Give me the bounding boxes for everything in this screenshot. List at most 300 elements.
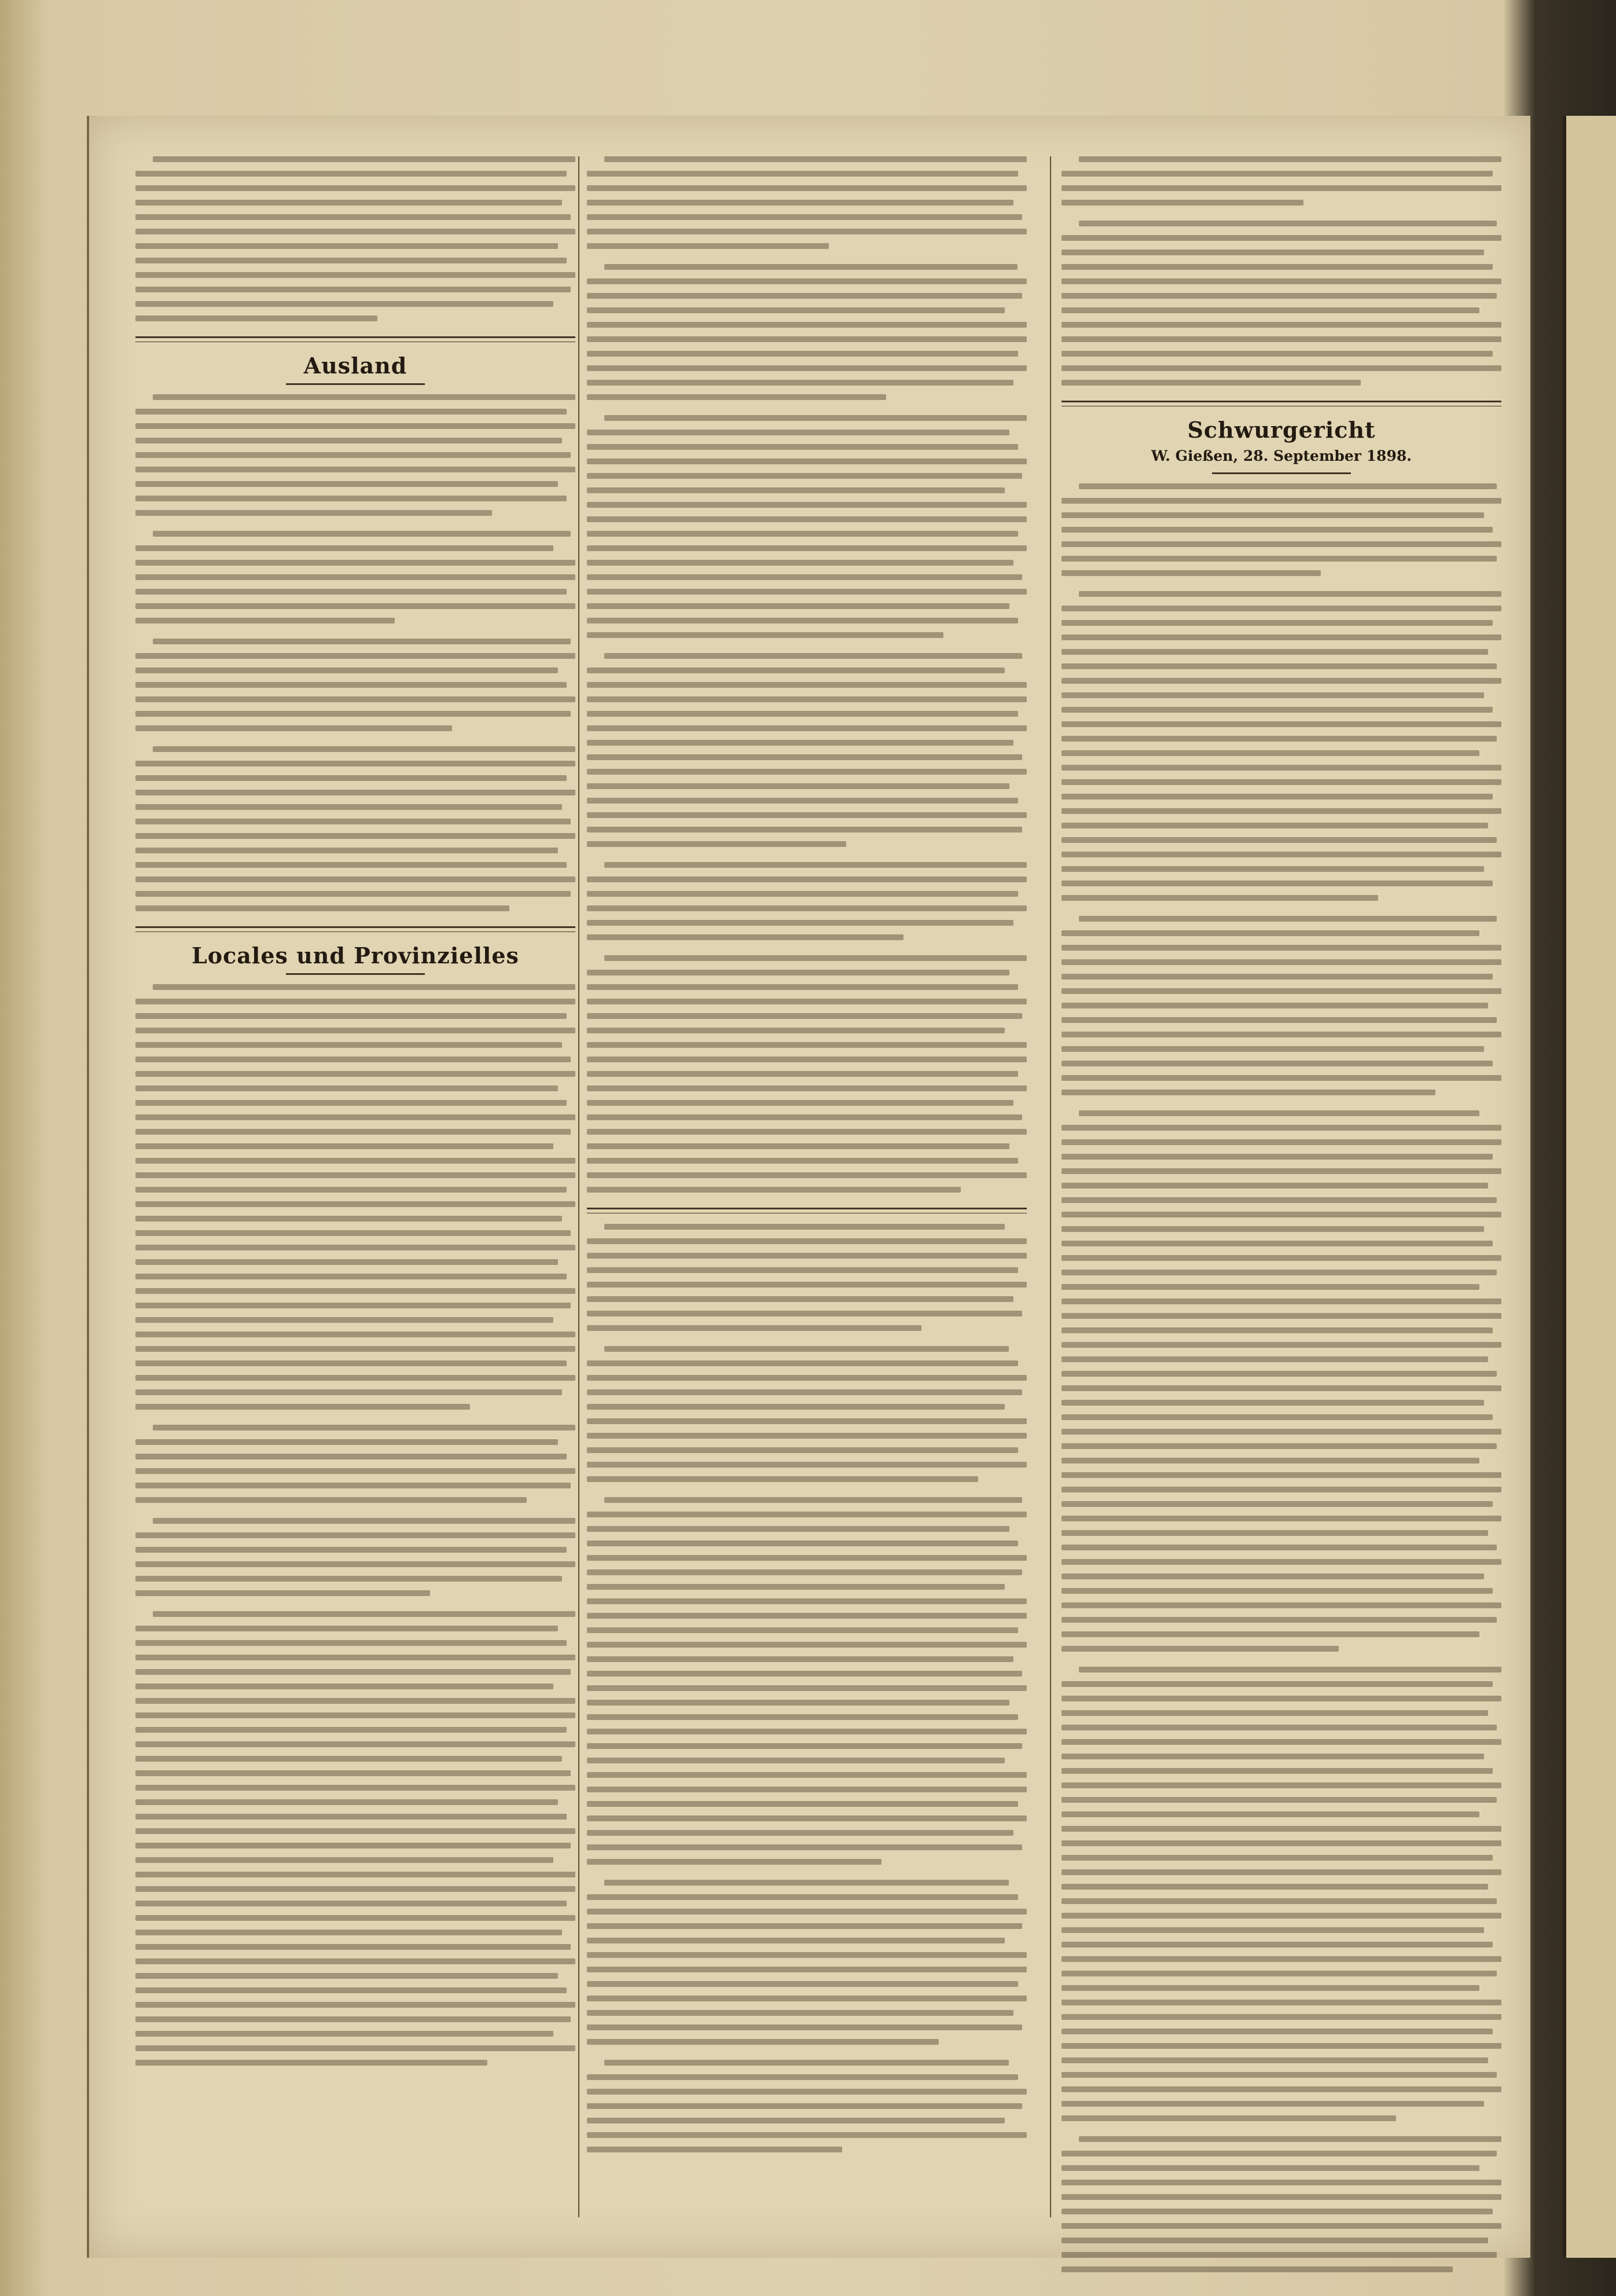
text-line-placeholder bbox=[1062, 881, 1493, 886]
article-paragraph bbox=[587, 156, 1027, 249]
text-line-placeholder bbox=[135, 1698, 575, 1704]
text-line-placeholder bbox=[1079, 916, 1497, 922]
text-line-placeholder bbox=[1062, 736, 1497, 742]
text-line-placeholder bbox=[1062, 852, 1501, 857]
text-line-placeholder bbox=[1062, 1168, 1501, 1174]
text-line-placeholder bbox=[587, 1526, 1009, 1532]
text-line-placeholder bbox=[1062, 200, 1303, 206]
text-line-placeholder bbox=[587, 798, 1018, 804]
text-line-placeholder bbox=[1062, 721, 1501, 727]
text-line-placeholder bbox=[604, 1880, 1009, 1886]
text-column-right bbox=[1062, 156, 1501, 2287]
text-line-placeholder bbox=[587, 1172, 1027, 1178]
text-line-placeholder bbox=[135, 1497, 527, 1503]
text-line-placeholder bbox=[135, 862, 567, 868]
text-line-placeholder bbox=[1062, 1782, 1501, 1788]
text-line-placeholder bbox=[1062, 1003, 1488, 1008]
text-line-placeholder bbox=[135, 1576, 562, 1582]
text-line-placeholder bbox=[1062, 1183, 1488, 1189]
text-line-placeholder bbox=[587, 2010, 1013, 2016]
text-line-placeholder bbox=[1062, 1284, 1479, 1290]
text-line-placeholder bbox=[1062, 1617, 1497, 1623]
article-paragraph bbox=[135, 746, 575, 911]
text-line-placeholder bbox=[1062, 2151, 1497, 2156]
text-line-placeholder bbox=[604, 653, 1022, 659]
text-line-placeholder bbox=[1062, 1710, 1488, 1716]
text-line-placeholder bbox=[1062, 1342, 1501, 1348]
text-line-placeholder bbox=[153, 531, 571, 537]
text-line-placeholder bbox=[587, 725, 1027, 731]
text-line-placeholder bbox=[1062, 264, 1493, 270]
text-line-placeholder bbox=[1062, 2057, 1488, 2063]
text-line-placeholder bbox=[135, 243, 558, 249]
text-line-placeholder bbox=[135, 1158, 575, 1164]
text-line-placeholder bbox=[587, 1714, 1018, 1720]
article-paragraph bbox=[135, 1518, 575, 1596]
text-line-placeholder bbox=[135, 1288, 575, 1294]
text-line-placeholder bbox=[1079, 156, 1501, 162]
text-line-placeholder bbox=[587, 876, 1027, 882]
text-line-placeholder bbox=[1062, 2086, 1501, 2092]
text-line-placeholder bbox=[135, 452, 571, 458]
text-line-placeholder bbox=[587, 769, 1027, 775]
text-line-placeholder bbox=[153, 746, 575, 752]
text-line-placeholder bbox=[1062, 606, 1501, 611]
text-line-placeholder bbox=[1062, 620, 1493, 626]
text-line-placeholder bbox=[587, 1555, 1027, 1561]
text-line-placeholder bbox=[135, 761, 575, 766]
text-line-placeholder bbox=[135, 1360, 567, 1366]
text-line-placeholder bbox=[135, 1100, 567, 1106]
article-paragraph bbox=[1062, 483, 1501, 576]
text-line-placeholder bbox=[587, 1360, 1018, 1366]
text-line-placeholder bbox=[587, 1404, 1005, 1410]
text-line-placeholder bbox=[1062, 1971, 1497, 1976]
text-line-placeholder bbox=[135, 819, 571, 824]
text-line-placeholder bbox=[587, 487, 1005, 493]
text-line-placeholder bbox=[1062, 1313, 1501, 1319]
text-line-placeholder bbox=[587, 827, 1022, 832]
text-line-placeholder bbox=[587, 841, 846, 847]
text-line-placeholder bbox=[135, 833, 575, 839]
text-line-placeholder bbox=[587, 1143, 1009, 1149]
text-line-placeholder bbox=[587, 1013, 1022, 1019]
text-line-placeholder bbox=[135, 2002, 575, 2008]
text-line-placeholder bbox=[604, 1346, 1009, 1352]
text-line-placeholder bbox=[1062, 1299, 1501, 1304]
text-line-placeholder bbox=[1062, 1472, 1501, 1478]
article-paragraph bbox=[1062, 1110, 1501, 1652]
text-line-placeholder bbox=[587, 560, 1013, 566]
text-line-placeholder bbox=[587, 1389, 1022, 1395]
text-line-placeholder bbox=[604, 955, 1027, 961]
text-line-placeholder bbox=[135, 423, 575, 429]
text-line-placeholder bbox=[135, 1799, 558, 1805]
text-line-placeholder bbox=[153, 156, 575, 162]
text-line-placeholder bbox=[587, 1642, 1027, 1648]
text-line-placeholder bbox=[135, 481, 558, 487]
text-line-placeholder bbox=[1062, 1255, 1501, 1261]
article-paragraph bbox=[587, 2060, 1027, 2152]
text-line-placeholder bbox=[135, 999, 575, 1004]
text-line-placeholder bbox=[1062, 1855, 1493, 1861]
heading-underline bbox=[286, 383, 425, 385]
text-line-placeholder bbox=[587, 1100, 1013, 1106]
text-line-placeholder bbox=[587, 1700, 1009, 1706]
text-line-placeholder bbox=[1062, 1559, 1501, 1565]
text-column-left bbox=[135, 156, 575, 2081]
text-line-placeholder bbox=[587, 473, 1022, 479]
text-line-placeholder bbox=[587, 214, 1022, 220]
text-line-placeholder bbox=[587, 632, 943, 638]
text-line-placeholder bbox=[1062, 2194, 1501, 2200]
text-line-placeholder bbox=[135, 1915, 575, 1921]
text-line-placeholder bbox=[135, 1532, 575, 1538]
text-line-placeholder bbox=[587, 574, 1022, 580]
text-line-placeholder bbox=[135, 1303, 571, 1308]
article-paragraph bbox=[587, 862, 1027, 940]
section-locales bbox=[135, 926, 575, 975]
article-paragraph bbox=[587, 264, 1027, 400]
text-line-placeholder bbox=[587, 984, 1018, 990]
text-line-placeholder bbox=[135, 185, 575, 191]
adjacent-page-edge bbox=[1563, 116, 1616, 2258]
text-line-placeholder bbox=[135, 409, 567, 415]
text-line-placeholder bbox=[1062, 2223, 1501, 2229]
text-line-placeholder bbox=[1062, 1212, 1501, 1217]
text-line-placeholder bbox=[1062, 1197, 1497, 1203]
text-line-placeholder bbox=[1062, 2043, 1501, 2049]
section-heading-locales: Locales und Provinzielles bbox=[192, 942, 519, 969]
text-line-placeholder bbox=[1062, 1840, 1501, 1846]
text-line-placeholder bbox=[587, 1981, 1018, 1987]
text-line-placeholder bbox=[135, 2031, 553, 2037]
text-line-placeholder bbox=[1062, 556, 1497, 562]
text-line-placeholder bbox=[1062, 1226, 1484, 1232]
text-line-placeholder bbox=[135, 200, 562, 206]
text-line-placeholder bbox=[1062, 1739, 1501, 1745]
article-paragraph bbox=[135, 531, 575, 623]
text-line-placeholder bbox=[587, 740, 1013, 746]
text-line-placeholder bbox=[1062, 823, 1488, 828]
text-line-placeholder bbox=[1062, 1797, 1497, 1803]
text-line-placeholder bbox=[587, 1815, 1027, 1821]
text-line-placeholder bbox=[587, 891, 1018, 897]
text-line-placeholder bbox=[1062, 1429, 1501, 1435]
text-line-placeholder bbox=[1062, 1768, 1493, 1774]
text-line-placeholder bbox=[135, 272, 575, 278]
text-line-placeholder bbox=[135, 1028, 575, 1033]
text-line-placeholder bbox=[587, 1909, 1027, 1914]
text-line-placeholder bbox=[135, 711, 571, 717]
text-line-placeholder bbox=[135, 775, 567, 781]
text-line-placeholder bbox=[135, 618, 395, 623]
text-line-placeholder bbox=[135, 301, 553, 307]
text-line-placeholder bbox=[1062, 794, 1493, 799]
text-line-placeholder bbox=[1062, 2014, 1501, 2020]
text-line-placeholder bbox=[1062, 895, 1378, 901]
text-line-placeholder bbox=[587, 1028, 1005, 1033]
text-line-placeholder bbox=[1062, 278, 1501, 284]
section-heading-ausland: Ausland bbox=[303, 353, 407, 379]
text-line-placeholder bbox=[1062, 678, 1501, 684]
text-line-placeholder bbox=[587, 1433, 1027, 1439]
text-line-placeholder bbox=[587, 1758, 1005, 1763]
text-line-placeholder bbox=[587, 1787, 1027, 1792]
text-line-placeholder bbox=[135, 1187, 567, 1193]
text-line-placeholder bbox=[1062, 1516, 1501, 1521]
text-line-placeholder bbox=[587, 1569, 1022, 1575]
text-line-placeholder bbox=[135, 1230, 571, 1236]
text-line-placeholder bbox=[1079, 591, 1501, 597]
article-paragraph bbox=[135, 1611, 575, 2066]
text-line-placeholder bbox=[1062, 1927, 1484, 1933]
text-line-placeholder bbox=[587, 970, 1009, 975]
text-line-placeholder bbox=[1062, 307, 1479, 313]
text-line-placeholder bbox=[135, 510, 492, 516]
text-line-placeholder bbox=[587, 1671, 1022, 1677]
text-line-placeholder bbox=[587, 603, 1009, 609]
text-line-placeholder bbox=[135, 1114, 575, 1120]
text-line-placeholder bbox=[135, 1886, 575, 1892]
text-line-placeholder bbox=[135, 653, 575, 659]
text-line-placeholder bbox=[1062, 351, 1493, 357]
text-line-placeholder bbox=[1062, 1241, 1493, 1246]
text-line-placeholder bbox=[587, 200, 1013, 206]
text-line-placeholder bbox=[135, 1590, 430, 1596]
text-line-placeholder bbox=[135, 438, 562, 443]
text-line-placeholder bbox=[135, 1770, 571, 1776]
text-line-placeholder bbox=[1062, 988, 1501, 994]
text-line-placeholder bbox=[135, 1483, 571, 1488]
text-line-placeholder bbox=[1062, 2209, 1493, 2214]
text-line-placeholder bbox=[1062, 527, 1493, 533]
section-schwurgericht bbox=[1062, 401, 1501, 474]
text-line-placeholder bbox=[135, 1828, 575, 1834]
text-line-placeholder bbox=[135, 905, 509, 911]
text-line-placeholder bbox=[153, 1425, 575, 1431]
text-line-placeholder bbox=[1062, 2252, 1497, 2258]
text-line-placeholder bbox=[587, 2147, 842, 2152]
text-line-placeholder bbox=[587, 618, 1018, 623]
section-rule bbox=[135, 336, 575, 342]
newspaper-page bbox=[87, 116, 1530, 2258]
text-line-placeholder bbox=[1079, 1667, 1501, 1673]
text-line-placeholder bbox=[135, 876, 575, 882]
text-line-placeholder bbox=[587, 1830, 1013, 1836]
text-line-placeholder bbox=[1062, 1884, 1488, 1890]
text-line-placeholder bbox=[135, 2045, 575, 2051]
text-line-placeholder bbox=[587, 1129, 1027, 1135]
text-line-placeholder bbox=[1062, 2180, 1501, 2185]
text-line-placeholder bbox=[135, 1274, 567, 1279]
text-line-placeholder bbox=[1062, 541, 1501, 547]
text-line-placeholder bbox=[587, 430, 1009, 435]
text-line-placeholder bbox=[604, 1224, 1005, 1230]
text-line-placeholder bbox=[1079, 221, 1497, 226]
text-line-placeholder bbox=[1062, 1046, 1484, 1052]
article-paragraph bbox=[587, 1224, 1027, 1331]
text-line-placeholder bbox=[587, 1844, 1022, 1850]
text-line-placeholder bbox=[604, 2060, 1009, 2066]
text-line-placeholder bbox=[587, 667, 1005, 673]
text-line-placeholder bbox=[587, 1042, 1027, 1048]
text-line-placeholder bbox=[1062, 1458, 1479, 1464]
text-line-placeholder bbox=[1062, 1811, 1479, 1817]
text-line-placeholder bbox=[1062, 663, 1497, 669]
text-line-placeholder bbox=[1062, 1356, 1488, 1362]
text-line-placeholder bbox=[587, 920, 1013, 926]
text-line-placeholder bbox=[587, 1462, 1027, 1468]
article-paragraph bbox=[135, 394, 575, 516]
text-line-placeholder bbox=[153, 1518, 575, 1524]
text-line-placeholder bbox=[1062, 750, 1479, 756]
text-line-placeholder bbox=[587, 351, 1018, 357]
text-line-placeholder bbox=[587, 185, 1027, 191]
text-line-placeholder bbox=[135, 1245, 575, 1250]
text-line-placeholder bbox=[1062, 2101, 1484, 2107]
text-line-placeholder bbox=[587, 1447, 1018, 1453]
text-line-placeholder bbox=[587, 516, 1027, 522]
text-line-placeholder bbox=[135, 545, 553, 551]
text-line-placeholder bbox=[1062, 1574, 1484, 1579]
heading-underline bbox=[1212, 472, 1351, 474]
article-paragraph bbox=[135, 639, 575, 731]
text-line-placeholder bbox=[587, 394, 886, 400]
text-line-placeholder bbox=[135, 1143, 553, 1149]
article-paragraph bbox=[587, 955, 1027, 1193]
article-paragraph bbox=[135, 1425, 575, 1503]
text-line-placeholder bbox=[135, 1973, 558, 1979]
text-line-placeholder bbox=[587, 812, 1027, 818]
text-line-placeholder bbox=[1062, 837, 1497, 843]
section-ausland bbox=[135, 336, 575, 385]
text-line-placeholder bbox=[1062, 1371, 1497, 1377]
text-line-placeholder bbox=[587, 1282, 1027, 1288]
article-paragraph bbox=[587, 653, 1027, 847]
text-line-placeholder bbox=[1062, 1487, 1501, 1492]
text-line-placeholder bbox=[1062, 1898, 1497, 1904]
text-line-placeholder bbox=[1062, 498, 1501, 504]
text-line-placeholder bbox=[135, 1332, 575, 1337]
text-line-placeholder bbox=[587, 754, 1022, 760]
text-line-placeholder bbox=[1062, 2029, 1493, 2034]
text-line-placeholder bbox=[587, 336, 1027, 342]
text-line-placeholder bbox=[587, 1627, 1018, 1633]
text-line-placeholder bbox=[135, 316, 377, 321]
text-line-placeholder bbox=[1062, 974, 1493, 980]
text-line-placeholder bbox=[587, 365, 1027, 371]
text-line-placeholder bbox=[135, 171, 567, 177]
text-line-placeholder bbox=[135, 287, 571, 292]
column-rule-1 bbox=[578, 156, 579, 2217]
text-line-placeholder bbox=[604, 862, 1027, 868]
text-line-placeholder bbox=[1062, 1588, 1493, 1594]
text-line-placeholder bbox=[135, 1129, 571, 1135]
text-line-placeholder bbox=[135, 1684, 553, 1689]
text-line-placeholder bbox=[135, 1640, 567, 1646]
text-line-placeholder bbox=[587, 1743, 1022, 1749]
text-line-placeholder bbox=[1062, 2072, 1497, 2078]
text-line-placeholder bbox=[587, 1729, 1027, 1734]
text-line-placeholder bbox=[587, 1253, 1027, 1259]
text-line-placeholder bbox=[587, 783, 1009, 789]
text-line-placeholder bbox=[153, 984, 575, 990]
text-line-placeholder bbox=[135, 1987, 567, 1993]
text-line-placeholder bbox=[1062, 1139, 1501, 1145]
text-line-placeholder bbox=[135, 1669, 571, 1675]
text-line-placeholder bbox=[1062, 365, 1501, 371]
text-line-placeholder bbox=[135, 1930, 562, 1935]
text-line-placeholder bbox=[1062, 1017, 1497, 1023]
section-rule bbox=[1062, 401, 1501, 406]
text-line-placeholder bbox=[135, 1085, 558, 1091]
text-line-placeholder bbox=[135, 1547, 567, 1553]
text-line-placeholder bbox=[1062, 1602, 1501, 1608]
text-line-placeholder bbox=[1062, 707, 1493, 713]
text-line-placeholder bbox=[1062, 1385, 1501, 1391]
text-line-placeholder bbox=[1062, 293, 1497, 299]
text-line-placeholder bbox=[135, 1857, 553, 1863]
text-line-placeholder bbox=[135, 891, 571, 897]
text-line-placeholder bbox=[135, 1216, 562, 1222]
text-line-placeholder bbox=[587, 934, 904, 940]
text-line-placeholder bbox=[135, 682, 567, 688]
text-line-placeholder bbox=[1062, 1913, 1501, 1919]
text-line-placeholder bbox=[135, 1727, 567, 1733]
text-line-placeholder bbox=[604, 264, 1018, 270]
text-line-placeholder bbox=[1062, 1327, 1493, 1333]
text-line-placeholder bbox=[587, 502, 1027, 508]
text-line-placeholder bbox=[153, 394, 575, 400]
text-line-placeholder bbox=[1062, 1090, 1435, 1095]
text-line-placeholder bbox=[135, 725, 452, 731]
text-line-placeholder bbox=[587, 1938, 1005, 1943]
text-line-placeholder bbox=[587, 2103, 1022, 2109]
text-line-placeholder bbox=[1062, 1545, 1497, 1550]
text-line-placeholder bbox=[587, 1476, 978, 1482]
text-line-placeholder bbox=[1062, 959, 1501, 965]
text-line-placeholder bbox=[587, 1114, 1022, 1120]
text-line-placeholder bbox=[1062, 380, 1361, 386]
text-line-placeholder bbox=[135, 1872, 575, 1877]
text-line-placeholder bbox=[135, 258, 567, 263]
column-rule-2 bbox=[1050, 156, 1051, 2217]
text-line-placeholder bbox=[587, 1187, 961, 1193]
text-line-placeholder bbox=[135, 574, 575, 580]
text-line-placeholder bbox=[135, 1317, 553, 1323]
text-line-placeholder bbox=[1079, 1110, 1479, 1116]
text-line-placeholder bbox=[1079, 483, 1497, 489]
text-line-placeholder bbox=[587, 1996, 1027, 2001]
text-line-placeholder bbox=[1062, 1443, 1497, 1449]
article-paragraph bbox=[587, 1346, 1027, 1482]
text-line-placeholder bbox=[587, 1325, 921, 1331]
text-line-placeholder bbox=[587, 682, 1027, 688]
text-line-placeholder bbox=[604, 1497, 1022, 1503]
text-line-placeholder bbox=[153, 639, 571, 644]
text-line-placeholder bbox=[135, 1843, 571, 1848]
article-paragraph bbox=[1062, 221, 1501, 386]
section-heading-schwurgericht: Schwurgericht bbox=[1187, 417, 1376, 443]
text-line-placeholder bbox=[1062, 1400, 1484, 1406]
article-paragraph bbox=[1062, 1667, 1501, 2121]
text-line-placeholder bbox=[135, 1756, 562, 1762]
text-line-placeholder bbox=[587, 459, 1027, 464]
text-column-middle bbox=[587, 156, 1027, 2167]
text-line-placeholder bbox=[587, 1801, 1018, 1807]
text-line-placeholder bbox=[587, 2074, 1018, 2080]
